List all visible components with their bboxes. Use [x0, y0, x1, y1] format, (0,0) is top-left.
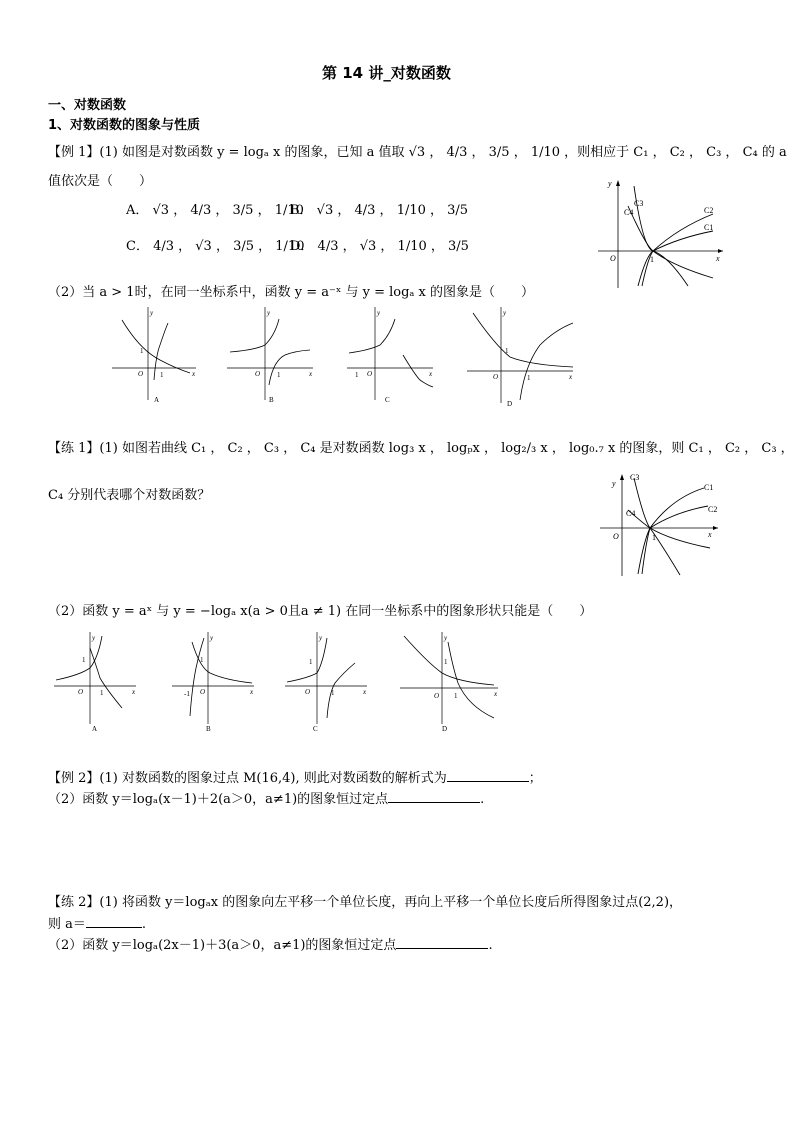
- option-c: C． 4/3 ， √3 ， 3/5 ， 1/10: [126, 239, 305, 254]
- graph-ex1-b: [225, 305, 320, 405]
- svg-text:y: y: [612, 479, 616, 488]
- answer-blank-3[interactable]: [86, 915, 142, 928]
- practice1-q1-line1: 【练 1】(1) 如图若曲线 C₁ ， C₂ ， C₃ ， C₄ 是对数函数 log₃ x ， logₚx ， log₂/₃ x ， log₀.₇ x 的图象，则 C₁ ， C₂ ， C₃ ，: [48, 441, 794, 456]
- svg-text:x: x: [708, 530, 712, 539]
- subsection-heading: 1、对数函数的图象与性质: [48, 118, 201, 133]
- svg-text:A: A: [92, 725, 98, 733]
- svg-text:y: y: [377, 309, 381, 317]
- answer-blank-4[interactable]: [396, 936, 488, 949]
- svg-text:O: O: [78, 688, 84, 696]
- svg-text:-1: -1: [184, 690, 190, 698]
- practice1-q2: （2）函数 y = aˣ 与 y = −logₐ x(a > 0且a ≠ 1) 在同一坐标系中的图象形状只能是（ ）: [48, 604, 593, 619]
- svg-text:y: y: [150, 309, 154, 317]
- y-axis-arrow: [616, 180, 620, 186]
- page-title: 第 14 讲_对数函数: [322, 64, 451, 82]
- svg-text:C2: C2: [708, 505, 718, 514]
- svg-text:x: x: [132, 688, 136, 696]
- svg-text:y: y: [92, 634, 96, 642]
- svg-text:B: B: [206, 725, 211, 733]
- svg-text:O: O: [493, 373, 499, 381]
- graph-pr1-b: [170, 628, 260, 738]
- svg-text:O: O: [613, 532, 619, 541]
- svg-text:x: x: [192, 370, 196, 378]
- example1-q1-line1: 【例 1】(1) 如图是对数函数 y = logₐ x 的图象，已知 a 值取 √3 ， 4/3 ， 3/5 ， 1/10 ，则相应于 C₁ ， C₂ ， C₃ ， C₄ 的 a: [48, 145, 787, 160]
- svg-text:y: y: [319, 634, 323, 642]
- graph-label-b: B: [269, 396, 274, 404]
- svg-text:1: 1: [652, 533, 656, 542]
- graph-pr1-a: [52, 628, 142, 738]
- svg-text:O: O: [434, 692, 440, 700]
- svg-text:1: 1: [454, 692, 458, 700]
- svg-text:O: O: [200, 688, 206, 696]
- graph-pr1-c: [283, 628, 373, 738]
- graph-ex1-d: [465, 305, 580, 410]
- label-c1: C1: [704, 223, 714, 232]
- svg-text:O: O: [255, 370, 261, 378]
- svg-text:x: x: [494, 690, 498, 698]
- svg-text:1: 1: [505, 347, 509, 355]
- svg-text:1: 1: [309, 658, 313, 666]
- example1-q2: （2）当 a > 1时，在同一坐标系中，函数 y = a⁻ˣ 与 y = logₐ x 的图象是（ ）: [48, 285, 535, 300]
- curve-c1-b: [638, 488, 704, 574]
- graph-label-c: C: [385, 396, 390, 404]
- x-axis-arrow: [718, 249, 723, 253]
- svg-text:C1: C1: [704, 483, 714, 492]
- example2-q1: 【例 2】(1) 对数函数的图象过点 M(16,4), 则此对数函数的解析式为 ；: [48, 771, 542, 786]
- graph-label-a: A: [154, 396, 160, 404]
- svg-text:C4: C4: [626, 509, 636, 518]
- y-axis-label: y: [608, 179, 612, 188]
- svg-text:1: 1: [82, 656, 86, 664]
- answer-blank-2[interactable]: [388, 790, 480, 803]
- one-label: 1: [650, 255, 654, 264]
- label-c2: C2: [704, 206, 714, 215]
- practice2-q1-line2: 则 a＝ .: [48, 917, 147, 932]
- svg-text:x: x: [250, 688, 254, 696]
- svg-text:x: x: [309, 370, 313, 378]
- graph-ex1-c: [345, 305, 440, 405]
- curve-c4-b: [628, 510, 710, 548]
- svg-text:O: O: [367, 370, 373, 378]
- svg-text:1: 1: [444, 658, 448, 666]
- label-c4: C4: [624, 208, 634, 217]
- svg-text:1: 1: [140, 347, 144, 355]
- curve-c4: [628, 206, 713, 278]
- option-d: D． 4/3 ， √3 ， 1/10 ， 3/5: [290, 239, 469, 254]
- section-heading: 一、对数函数: [48, 98, 127, 113]
- svg-text:1: 1: [331, 689, 335, 697]
- svg-text:C3: C3: [630, 473, 640, 482]
- x-axis-label: x: [716, 254, 720, 263]
- svg-text:D: D: [442, 725, 448, 733]
- svg-text:C: C: [313, 725, 318, 733]
- svg-text:O: O: [305, 688, 311, 696]
- practice2-q1-line1: 【练 2】(1) 将函数 y＝logₐx 的图象向左平移一个单位长度，再向上平移一个单位长度后所得图象过点(2,2)，: [48, 895, 683, 910]
- graph-label-d: D: [507, 400, 513, 408]
- svg-text:x: x: [569, 373, 573, 381]
- svg-text:y: y: [210, 634, 214, 642]
- svg-text:1: 1: [200, 656, 204, 664]
- log-curves-figure-1: [598, 176, 728, 291]
- svg-text:y: y: [267, 309, 271, 317]
- answer-blank-1[interactable]: [447, 769, 529, 782]
- svg-text:1: 1: [100, 689, 104, 697]
- svg-text:1: 1: [355, 371, 359, 379]
- origin-label: O: [610, 254, 616, 263]
- svg-text:y: y: [444, 634, 448, 642]
- example2-q2: （2）函数 y＝logₐ(x－1)＋2(a＞0，a≠1)的图象恒过定点 .: [48, 792, 485, 807]
- option-b: B． √3 ， 4/3 ， 1/10 ， 3/5: [290, 203, 469, 218]
- svg-text:1: 1: [160, 371, 164, 379]
- svg-text:1: 1: [277, 371, 281, 379]
- svg-text:y: y: [503, 309, 507, 317]
- label-c3: C3: [634, 199, 644, 208]
- practice2-q2: （2）函数 y＝logₐ(2x－1)＋3(a＞0，a≠1)的图象恒过定点 .: [48, 938, 493, 953]
- svg-text:1: 1: [527, 374, 531, 382]
- example1-q1-line2: 值依次是（ ）: [48, 174, 153, 189]
- practice1-q1-line2: C₄ 分别代表哪个对数函数？: [48, 488, 211, 503]
- log-curves-figure-2: [600, 470, 730, 580]
- graph-ex1-a: [110, 305, 200, 405]
- svg-text:O: O: [138, 370, 144, 378]
- option-a: A． √3 ， 4/3 ， 3/5 ， 1/10: [126, 203, 304, 218]
- curve-c2: [638, 214, 713, 286]
- svg-text:x: x: [363, 688, 367, 696]
- graph-pr1-d: [398, 628, 503, 738]
- svg-text:x: x: [429, 370, 433, 378]
